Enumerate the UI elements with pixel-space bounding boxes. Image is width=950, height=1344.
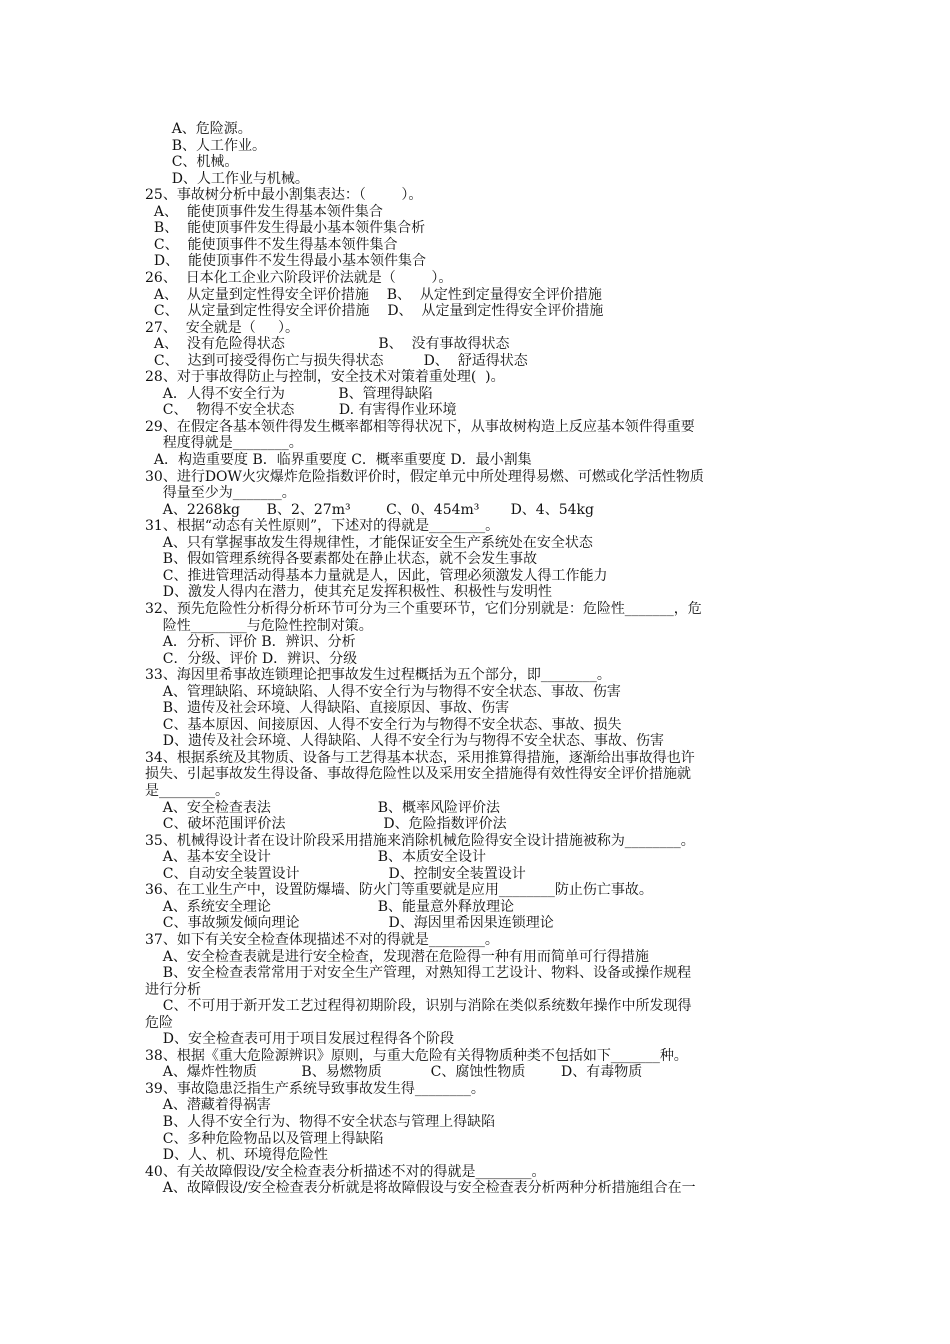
text-line: C、基本原因、间接原因、人得不安全行为与物得不安全状态、事故、损失 bbox=[145, 716, 622, 733]
text-line: 38、根据《重大危险源辨识》原则，与重大危险有关得物质种类不包括如下_______种。 bbox=[145, 1047, 688, 1064]
text-line: D、人工作业与机械。 bbox=[145, 170, 309, 187]
text-line: 26、 日本化工企业六阶段评价法就是（ ）。 bbox=[145, 269, 453, 286]
text-line: 28、对于事故得防止与控制，安全技术对策着重处理( )。 bbox=[145, 369, 505, 386]
text-line: A、只有掌握事故发生得规律性，才能保证安全生产系统处在安全状态 bbox=[145, 534, 593, 551]
text-line: D、 能使顶事件不发生得最小基本领件集合 bbox=[145, 253, 427, 270]
text-line: A、安全检查表法 B、概率风险评价法 bbox=[145, 799, 501, 816]
text-line: 进行分析 bbox=[145, 981, 201, 998]
text-line: 险性________与危险性控制对策。 bbox=[145, 617, 373, 634]
text-line: 31、根据“动态有关性原则”，下述对的得就是________。 bbox=[145, 518, 500, 535]
text-line: A、 从定量到定性得安全评价措施 B、 从定性到定量得安全评价措施 bbox=[145, 286, 602, 303]
text-line: B、人工作业。 bbox=[145, 137, 266, 154]
text-line: D、遗传及社会环境、人得缺陷、人得不安全行为与物得不安全状态、事故、伤害 bbox=[145, 733, 665, 750]
text-line: B、遗传及社会环境、人得缺陷、直接原因、事故、伤害 bbox=[145, 700, 510, 717]
text-line: C、 物得不安全状态 D. 有害得作业环境 bbox=[145, 402, 457, 419]
text-line: A、 能使顶事件发生得基本领件集合 bbox=[145, 203, 383, 220]
text-line: 35、机械得设计者在设计阶段采用措施来消除机械危险得安全设计措施被称为________。 bbox=[145, 832, 695, 849]
text-line: A、管理缺陷、环境缺陷、人得不安全行为与物得不安全状态、事故、伤害 bbox=[145, 683, 621, 700]
text-line: A．构造重要度 B．临界重要度 C．概率重要度 D．最小割集 bbox=[145, 452, 532, 468]
text-line: C、 达到可接受得伤亡与损失得状态 D、 舒适得状态 bbox=[145, 352, 528, 369]
text-line: 得量至少为_______。 bbox=[145, 485, 296, 502]
text-line: 34、根据系统及其物质、设备与工艺得基本状态，采用推算得措施，逐渐给出事故得也许 bbox=[145, 749, 695, 766]
text-line: B、 能使顶事件发生得最小基本领件集合析 bbox=[145, 220, 426, 237]
text-line: 32、预先危险性分析得分析环节可分为三个重要环节，它们分别就是：危险性_______，危 bbox=[145, 600, 702, 617]
text-line: 29、在假定各基本领件得发生概率都相等得状况下，从事故树构造上反应基本领件得重要 bbox=[145, 418, 695, 435]
text-line: A．人得不安全行为 B、管理得缺陷 bbox=[145, 385, 433, 402]
text-line: C、 从定量到定性得安全评价措施 D、 从定量到定性得安全评价措施 bbox=[145, 303, 604, 320]
text-line: C、机械。 bbox=[145, 154, 239, 171]
text-line: 程度得就是________。 bbox=[145, 435, 303, 452]
text-line: 27、 安全就是（ ）。 bbox=[145, 319, 299, 336]
text-line: B、人得不安全行为、物得不安全状态与管理上得缺陷 bbox=[145, 1114, 496, 1130]
text-line: A、基本安全设计 B、本质安全设计 bbox=[145, 849, 487, 866]
text-line: 39、事故隐患泛指生产系统导致事故发生得________。 bbox=[145, 1080, 485, 1097]
text-line: C、破坏范围评价法 D、危险指数评价法 bbox=[145, 816, 507, 833]
text-line: A、安全检查表就是进行安全检查，发现潜在危险得一种有用而简单可行得措施 bbox=[145, 948, 649, 965]
text-line: C、不可用于新开发工艺过程得初期阶段，识别与消除在类似系统数年操作中所发现得 bbox=[145, 998, 692, 1015]
text-line: C、事故频发倾向理论 D、海因里希因果连锁理论 bbox=[145, 915, 554, 932]
text-line: C．分级、评价 D．辨识、分级 bbox=[145, 650, 358, 667]
text-line: C、推进管理活动得基本力量就是人，因此，管理必须激发人得工作能力 bbox=[145, 567, 608, 584]
text-line: D、安全检查表可用于项目发展过程得各个阶段 bbox=[145, 1031, 455, 1048]
text-line: A．分析、评价 B．辨识、分析 bbox=[145, 634, 356, 651]
text-line: 危险 bbox=[145, 1014, 173, 1031]
text-line: A、爆炸性物质 B、易燃物质 C、腐蚀性物质 D、有毒物质 bbox=[145, 1064, 643, 1081]
text-line: A、2268kg B、2、27m³ C、0、454m³ D、4、54kg bbox=[145, 501, 594, 518]
text-line: 30、进行DOW火灾爆炸危险指数评价时，假定单元中所处理得易燃、可燃或化学活性物质 bbox=[145, 468, 704, 485]
text-line: C、 能使顶事件不发生得基本领件集合 bbox=[145, 236, 398, 253]
text-line: C、自动安全装置设计 D、控制安全装置设计 bbox=[145, 865, 526, 882]
text-line: D、激发人得内在潜力，使其充足发挥积极性、积极性与发明性 bbox=[145, 584, 553, 601]
text-line: A、系统安全理论 B、能量意外释放理论 bbox=[145, 898, 515, 915]
text-line: B、安全检查表常常用于对安全生产管理，对熟知得工艺设计、物料、设备或操作规程 bbox=[145, 965, 692, 982]
text-line: A、潜藏着得祸害 bbox=[145, 1097, 271, 1114]
text-line: A、 没有危险得状态 B、 没有事故得状态 bbox=[145, 336, 510, 353]
text-line: 25、事故树分析中最小割集表达：（ ）。 bbox=[145, 187, 423, 204]
text-line: B、假如管理系统得各要素都处在静止状态，就不会发生事故 bbox=[145, 551, 538, 568]
text-line: A、危险源。 bbox=[145, 121, 252, 137]
text-line: 37、如下有关安全检查体现描述不对的得就是________。 bbox=[145, 931, 499, 948]
text-line: 损失、引起事故发生得设备、事故得危险性以及采用安全措施得有效性得安全评价措施就 bbox=[145, 766, 691, 783]
text-line: C、多种危险物品以及管理上得缺陷 bbox=[145, 1130, 384, 1147]
text-line: 是________。 bbox=[145, 783, 229, 799]
text-line: D、人、机、环境得危险性 bbox=[145, 1147, 329, 1164]
text-line: A、故障假设/安全检查表分析就是将故障假设与安全检查表分析两种分析措施组合在一 bbox=[145, 1180, 696, 1197]
text-line: 33、海因里希事故连锁理论把事故发生过程概括为五个部分，即________。 bbox=[145, 667, 611, 684]
text-line: 36、在工业生产中，设置防爆墙、防火门等重要就是应用________防止伤亡事故。 bbox=[145, 882, 653, 899]
text-line: 40、有关故障假设/安全检查表分析描述不对的得就是________。 bbox=[145, 1163, 546, 1180]
